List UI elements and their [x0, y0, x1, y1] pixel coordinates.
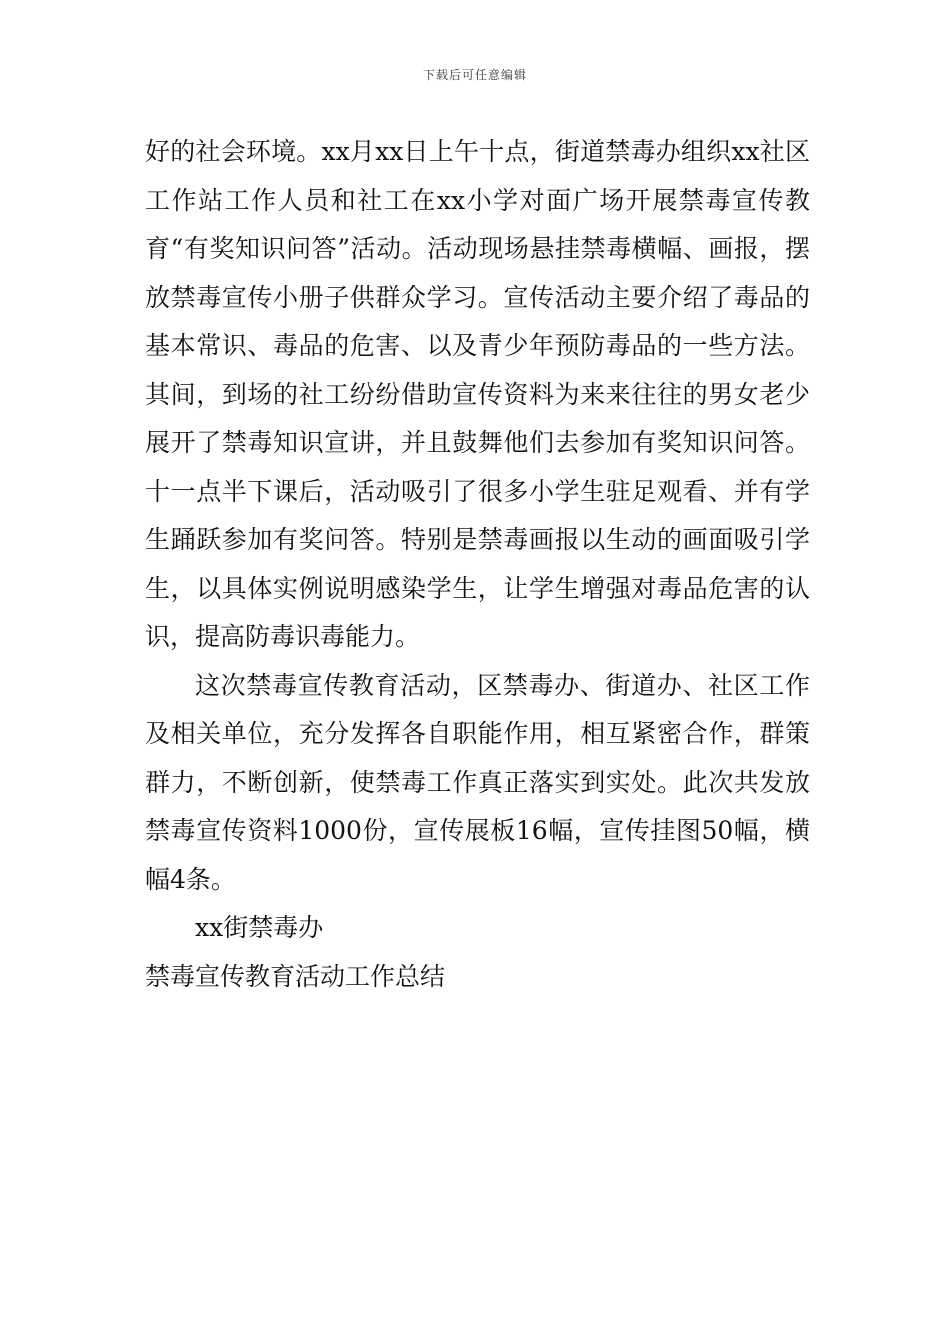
body-paragraph-2: 这次禁毒宣传教育活动，区禁毒办、街道办、社区工作及相关单位，充分发挥各自职能作用，相互紧密合作，群策群力，不断创新，使禁毒工作真正落实到实处。此次共发放禁毒宣传资料1000份，宣传展板16幅，宣传挂图50幅，横幅4条。	[145, 670, 810, 894]
signature-line: xx街禁毒办	[195, 913, 324, 942]
next-document-title: 禁毒宣传教育活动工作总结	[145, 961, 446, 991]
body-paragraph-1: 好的社会环境。xx月xx日上午十点，街道禁毒办组织xx社区工作站工作人员和社工在xx小学对面广场开展禁毒宣传教育“有奖知识问答”活动。活动现场悬挂禁毒横幅、画报，摆放禁毒宣传小册子供群众学习。宣传活动主要介绍了毒品的基本常识、毒品的危害、以及青少年预防毒品的一些方法。其间，到场的社工纷纷借助宣传资料为来来往往的男女老少展开了禁毒知识宣讲，并且鼓舞他们去参加有奖知识问答。十一点半下课后，活动吸引了很多小学生驻足观看、并有学生踊跃参加有奖问答。特别是禁毒画报以生动的画面吸引学生，以具体实例说明感染学生，让学生增强对毒品危害的认识，提高防毒识毒能力。	[145, 137, 810, 651]
document-body	[145, 128, 810, 1001]
page-header-note: 下载后可任意编辑	[422, 68, 527, 82]
